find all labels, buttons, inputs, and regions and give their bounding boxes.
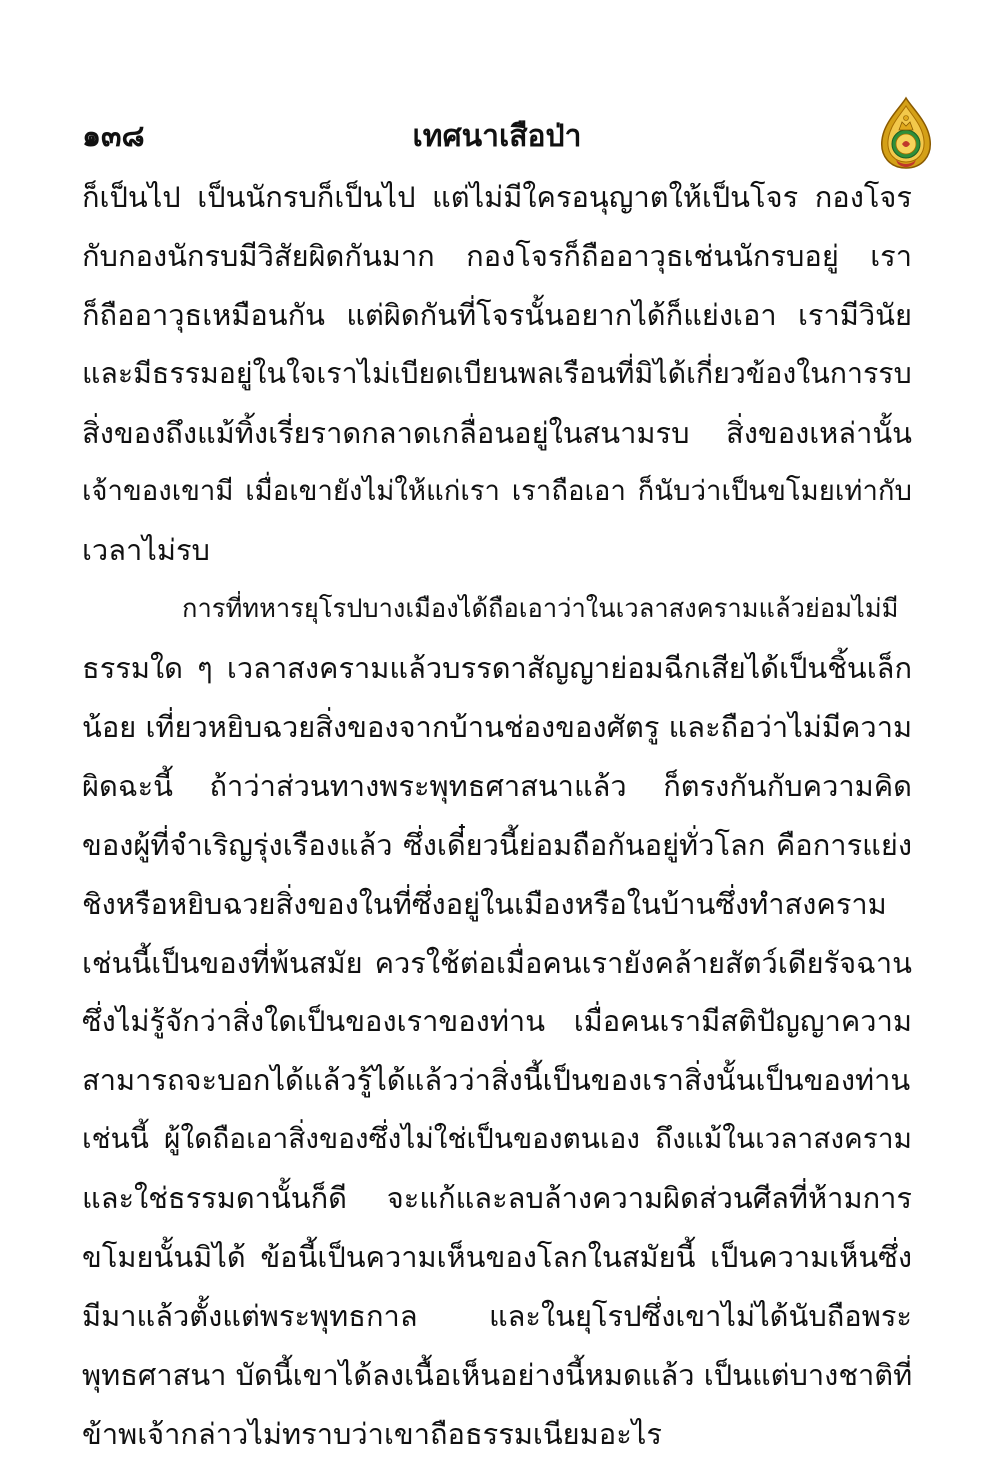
text-line: ก็ถืออาวุธเหมือนกัน แต่ผิดกันที่โจรนั้นอยากได้ก็แย่งเอา เรามีวินัย bbox=[82, 297, 912, 332]
royal-emblem-icon bbox=[878, 96, 934, 170]
text-line: กับกองนักรบมีวิสัยผิดกันมาก กองโจรก็ถืออาวุธเช่นนักรบอยู่ เรา bbox=[82, 238, 912, 273]
text-line: มีมาแล้วตั้งแต่พระพุทธกาล และในยุโรปซึ่งเขาไม่ได้นับถือพระ bbox=[82, 1298, 912, 1333]
body-text bbox=[82, 168, 912, 1464]
page-number: ๑๓๘ bbox=[82, 119, 145, 154]
text-line: การที่ทหารยุโรปบางเมืองได้ถือเอาว่าในเวลาสงครามแล้วย่อมไม่มี bbox=[182, 594, 899, 625]
text-line: เช่นนี้เป็นของที่พ้นสมัย ควรใช้ต่อเมื่อคนเรายังคล้ายสัตว์เดียรัจฉาน bbox=[82, 945, 912, 980]
text-line: ก็เป็นไป เป็นนักรบก็เป็นไป แต่ไม่มีใครอนุญาตให้เป็นโจร กองโจร bbox=[82, 180, 912, 214]
text-line: และใช่ธรรมดานั้นก็ดี จะแก้และลบล้างความผิดส่วนศีลที่ห้ามการ bbox=[82, 1181, 912, 1216]
text-line: เจ้าของเขามี เมื่อเขายังไม่ให้แก่เรา เราถือเอา ก็นับว่าเป็นขโมยเท่ากับ bbox=[82, 475, 912, 508]
text-line: สิ่งของถึงแม้ทิ้งเรี่ยราดกลาดเกลื่อนอยู่ในสนามรบ สิ่งของเหล่านั้น bbox=[82, 415, 912, 450]
page-header bbox=[82, 112, 912, 162]
text-line: ธรรมใด ๆ เวลาสงครามแล้วบรรดาสัญญาย่อมฉีกเสียได้เป็นชิ้นเล็ก bbox=[82, 651, 912, 686]
text-line: และมีธรรมอยู่ในใจเราไม่เบียดเบียนพลเรือนที่มิได้เกี่ยวข้องในการรบ bbox=[82, 356, 912, 390]
paragraph-1 bbox=[82, 168, 912, 580]
text-line: ชิงหรือหยิบฉวยสิ่งของในที่ซึ่งอยู่ในเมืองหรือในบ้านซึ่งทำสงคราม bbox=[82, 886, 887, 921]
text-line: น้อย เที่ยวหยิบฉวยสิ่งของจากบ้านช่องของศัตรู และถือว่าไม่มีความ bbox=[82, 710, 912, 745]
text-line: เวลาไม่รบ bbox=[82, 533, 210, 568]
text-line: ซึ่งไม่รู้จักว่าสิ่งใดเป็นของเราของท่าน เมื่อคนเรามีสติปัญญาความ bbox=[82, 1004, 912, 1039]
paragraph-2 bbox=[82, 580, 912, 1463]
text-line: ขโมยนั้นมิได้ ข้อนี้เป็นความเห็นของโลกในสมัยนี้ เป็นความเห็นซึ่ง bbox=[82, 1240, 912, 1275]
text-line: สามารถจะบอกได้แล้วรู้ได้แล้วว่าสิ่งนี้เป็นของเราสิ่งนั้นเป็นของท่าน bbox=[82, 1063, 911, 1098]
text-line: ผิดฉะนี้ ถ้าว่าส่วนทางพระพุทธศาสนาแล้ว ก็ตรงกันกับความคิด bbox=[82, 768, 912, 803]
text-line: พุทธศาสนา บัดนี้เขาได้ลงเนื้อเห็นอย่างนี้หมดแล้ว เป็นแต่บางชาติที่ bbox=[82, 1357, 912, 1392]
text-line: เช่นนี้ ผู้ใดถือเอาสิ่งของซึ่งไม่ใช่เป็นของตนเอง ถึงแม้ในเวลาสงคราม bbox=[82, 1122, 912, 1156]
text-line: ข้าพเจ้ากล่าวไม่ทราบว่าเขาถือธรรมเนียมอะไร bbox=[82, 1416, 662, 1451]
text-line: ของผู้ที่จำเริญรุ่งเรืองแล้ว ซึ่งเดี๋ยวนี้ย่อมถือกันอยู่ทั่วโลก คือการแย่ง bbox=[82, 827, 912, 862]
page-title: เทศนาเสือป่า bbox=[412, 119, 582, 154]
